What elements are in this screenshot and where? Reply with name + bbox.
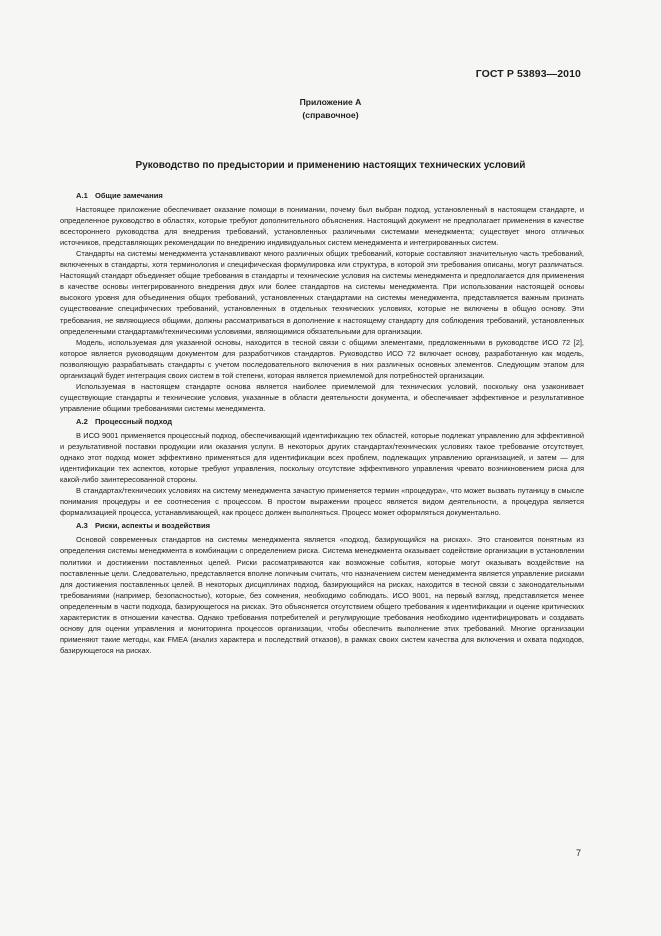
paragraph: Стандарты на системы менеджмента устанавливают много различных общих требований, которые составляют значительную часть требований, включенных в стандарты, хотя терминология и специфическая формулировка или структура, в которой эти требования описаны, могут различаться. Настоящий стандарт объединяет общие требования в стандарты и технические условия на системы менеджмента и предполагается для применения в качестве основы интегрированного внедрения двух или более стандартов на системы менеджмента. При использовании настоящей основы высокого уровня для объединения общих требований, установленных стандартами на системы менеджмента, представляется важным признать существование специфических требований, установленных в отдельных технических условиях, которые не включены в общую основу. Эти требования, не являющиеся общими, должны рассматриваться в дополнение к настоящему стандарту для соблюдения требований, установленных определенными стандартами/техническими условиями, являющимися обязательными для организации. xyxy=(60,249,584,336)
annex-heading xyxy=(0,96,661,122)
document-body xyxy=(60,190,584,656)
section-title: Процессный подход xyxy=(94,416,173,426)
section-heading-a2 xyxy=(76,416,584,427)
section-heading-a1 xyxy=(76,190,584,201)
section-heading-a3 xyxy=(76,520,584,531)
section-number: А.3 xyxy=(76,521,88,531)
section-number: А.1 xyxy=(76,191,88,200)
section-title: Общие замечания xyxy=(94,191,163,200)
paragraph: Модель, используемая для указанной основы, находится в тесной связи с общими элементами, предложенными в руководстве ИСО 72 [2], которое является руководящим документом для разработчиков стандартов. Руководство ИСО 72 включает основу, разработанную как модель, позволяющую разрабатывать стандарты с учетом последовательного включения в них различных основных элементов. Следующим этапом для организаций будет интеграция своих систем в той степени, которая является приемлемой для потребностей организации. xyxy=(60,337,584,380)
paragraph: Настоящее приложение обеспечивает оказание помощи в понимании, почему был выбран подход, установленный в настоящем стандарте, и определенное руководство в областях, которые требуют дополнительного объяснения. Настоящий документ не предполагает применения в качестве всестороннего руководства для внедрения требований, установленных различными системами менеджмента; существует много отличных источников, представляющих рекомендации по внедрению индивидуальных систем менеджмента и интегрированных систем. xyxy=(60,205,584,248)
paragraph: Используемая в настоящем стандарте основа является наиболее приемлемой для технических условий, поскольку она узаконивает существующие стандарты и технические условия, указанные в области деятельности документа, и обеспечивает эффективное и результативное управление общими требованиями системы менеджмента. xyxy=(60,381,584,413)
page-number: 7 xyxy=(575,848,581,858)
document-number: ГОСТ Р 53893—2010 xyxy=(475,68,581,80)
section-title: Риски, аспекты и воздействия xyxy=(94,521,211,531)
paragraph: Основой современных стандартов на системы менеджмента является «подход, базирующийся на рисках». Это становится понятным из определения системы менеджмента в комбинации с определением риска. Система менеджмента оказывает содействие организации в установлении политики и достижении поставленных целей. Риски рассматриваются как возможные события, которые могут оказывать воздействие на поставленные цели. Следовательно, представляется вполне логичным считать, что назначением систем менеджмента является управление рисками для достижения поставленных целей. В некоторых дисциплинах подход, базирующийся на рисках, находится в тесной связи с законодательными требованиями (например, безопасностью), которые, без сомнения, необходимо соблюдать. ИСО 9001, на первый взгляд, представляется менее определенным в части подхода, базирующегося на рисках. Это объясняется отсутствием общего требования к идентификации и оценке критических характеристик в отношении качества. Однако требования потребителей и регулирующие требования необходимо идентифицировать и создавать основу для оценки управления и мониторинга процессов организации, чтобы обеспечить выполнение этих требований. Многие организации применяют такие методы, как FMEA (анализ характера и последствий отказов), в рамках своих систем качества для включения и охвата подходов, базирующегося на рисках. xyxy=(60,535,584,655)
paragraph: В стандартах/технических условиях на систему менеджмента зачастую применяется термин «процедура», что может вызвать путаницу в смысле понимания процедуры и ее соотнесения с процессом. В простом выражении процесс является видом деятельности, а процедура является формализацией процесса, устанавливающей, как процесс должен выполняться. Процесс может оформляться документально. xyxy=(60,486,584,518)
main-title: Руководство по предыстории и применению настоящих технических условий xyxy=(135,160,526,171)
paragraph: В ИСО 9001 применяется процессный подход, обеспечивающий идентификацию тех областей, которые подлежат управлению для эффективной и результативной поставки продукции или оказания услуги. В некоторых других стандартах/технических условиях такое требование отсутствует, однако этот подход может эффективно применяться для идентификации всех проблем, подлежащих управлению организацией, и затем — для идентификации тех аспектов, которые требуют управления, поскольку отсутствие эффективного управления чревато возникновением риска для какой-либо заинтересованной стороны. xyxy=(60,430,584,485)
section-number: А.2 xyxy=(76,416,88,426)
annex-title: Приложение А xyxy=(299,97,362,107)
annex-subtitle: (справочное) xyxy=(302,110,359,120)
